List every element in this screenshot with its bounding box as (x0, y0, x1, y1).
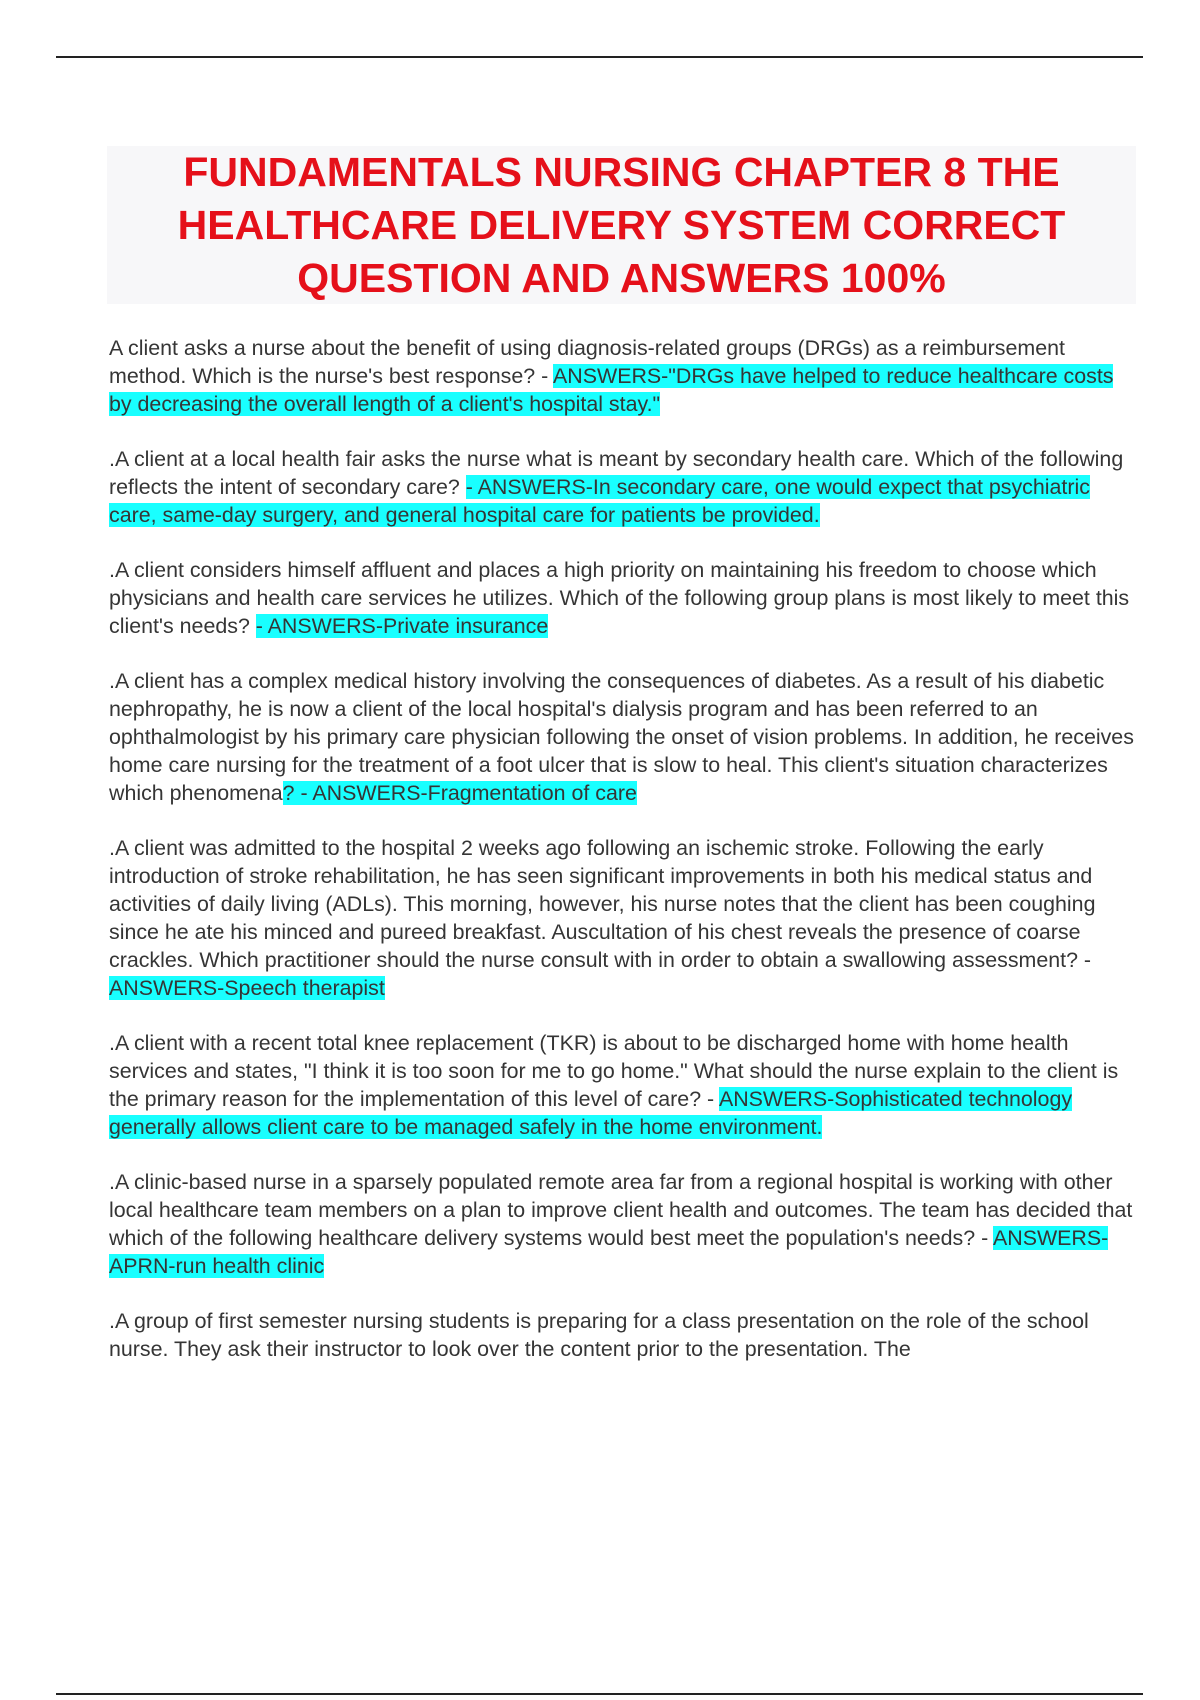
question-text: A client asks a nurse about the benefit of using diagnosis-related groups (DRGs) as a reimbursement method. Which is the nurse's best response? - (109, 336, 1065, 388)
question-text: .A clinic-based nurse in a sparsely populated remote area far from a regional hospital is working with other local healthcare team members on a plan to improve client health and outcomes. The team has decided that which of the following healthcare delivery systems would best meet the population's needs? - (109, 1170, 1133, 1250)
top-rule (56, 56, 1143, 58)
qa-item (109, 667, 1139, 807)
question-text: .A group of first semester nursing students is preparing for a class presentation on the role of the school nurse. They ask their instructor to look over the content prior to the presentation. The (109, 1309, 1089, 1361)
question-text: .A client was admitted to the hospital 2 weeks ago following an ischemic stroke. Following the early introduction of stroke rehabilitation, he has seen significant improvements in both his medical status and activities of daily living (ADLs). This morning, however, his nurse notes that the client has been coughing since he ate his minced and pureed breakfast. Auscultation of his chest reveals the presence of coarse crackles. Which practitioner should the nurse consult with in order to obtain a swallowing assessment? - (109, 836, 1096, 972)
question-text: .A client at a local health fair asks the nurse what is meant by secondary health care. Which of the following reflects the intent of secondary care? (109, 447, 1124, 499)
answer-highlight: ANSWERS-APRN-run health clinic (109, 1226, 1109, 1278)
qa-item (109, 445, 1139, 529)
answer-highlight: ANSWERS-Speech therapist (109, 976, 385, 1000)
bottom-rule (56, 1693, 1143, 1695)
answer-highlight: - ANSWERS-In secondary care, one would expect that psychiatric care, same-day surgery, and general hospital care for patients be provided. (109, 475, 1090, 527)
question-text: .A client considers himself affluent and places a high priority on maintaining his freedom to choose which physicians and health care services he utilizes. Which of the following group plans is most likely to meet this client's needs? (109, 558, 1130, 638)
qa-item (109, 1307, 1139, 1363)
answer-highlight: ANSWERS-Sophisticated technology generally allows client care to be managed safely in the home environment. (109, 1087, 1073, 1139)
qa-item (109, 334, 1139, 418)
qa-item (109, 1029, 1139, 1141)
qa-item (109, 556, 1139, 640)
answer-highlight: ANSWERS-"DRGs have helped to reduce healthcare costs by decreasing the overall length of a client's hospital stay." (109, 364, 1114, 416)
qa-item (109, 1168, 1139, 1280)
question-text: .A client has a complex medical history involving the consequences of diabetes. As a result of his diabetic nephropathy, he is now a client of the local hospital's dialysis program and has been referred to an ophthalmologist by his primary care physician following the onset of vision problems. In addition, he receives home care nursing for the treatment of a foot ulcer that is slow to heal. This client's situation characterizes which phenomena (109, 669, 1134, 805)
qa-list (109, 334, 1139, 1363)
qa-item (109, 834, 1139, 1002)
document-title: FUNDAMENTALS NURSING CHAPTER 8 THE HEALTHCARE DELIVERY SYSTEM CORRECT QUESTION AND ANSWERS 100% (177, 148, 1066, 301)
answer-highlight: - ANSWERS-Private insurance (255, 614, 549, 638)
question-text: .A client with a recent total knee replacement (TKR) is about to be discharged home with home health services and states, "I think it is too soon for me to go home." What should the nurse explain to the client is the primary reason for the implementation of this level of care? - (109, 1031, 1119, 1111)
title-banner (107, 146, 1136, 304)
answer-highlight: ? - ANSWERS-Fragmentation of care (282, 781, 637, 805)
